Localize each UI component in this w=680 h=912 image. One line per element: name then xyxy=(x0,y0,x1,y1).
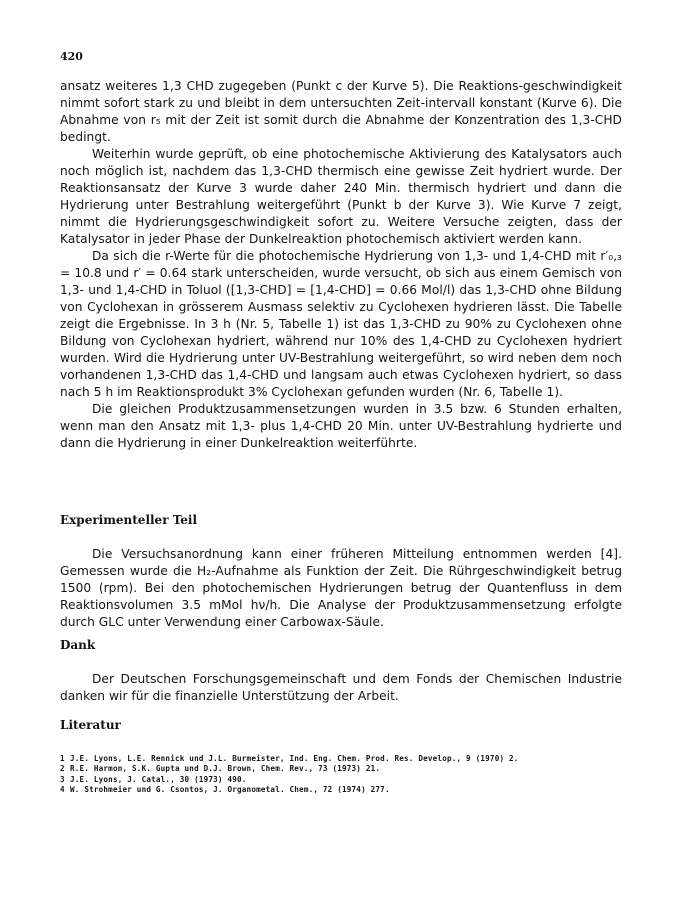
reference-item: 2 R.E. Harmon, S.K. Gupta und D.J. Brown, Chem. Rev., 73 (1973) 21. xyxy=(60,764,381,774)
paragraph-2: Weiterhin wurde geprüft, ob eine photochemische Aktivierung des Katalysators auch noch möglich ist, nachdem das 1,3-CHD thermisch eine gewisse Zeit hydriert wurde. Der Reaktionsansatz der Kurve 3 wurde daher 240 Min. thermisch hydriert und dann die Hydrierung unter Bestrahlung weitergeführt (Punkt b der Kurve 3). Wie Kurve 7 zeigt, nimmt die Hydrierungsgeschwindigkeit sofort zu. Weitere Versuche zeigten, dass der Katalysator in jeder Phase der Dunkelreaktion photochemisch aktiviert werden kann. xyxy=(60,147,622,246)
reference-item: 1 J.E. Lyons, L.E. Rennick und J.L. Burmeister, Ind. Eng. Chem. Prod. Res. Develop., 9 (1970) 2. xyxy=(60,754,519,763)
paragraph-4: Die gleichen Produktzusammensetzungen wurden in 3.5 bzw. 6 Stunden erhalten, wenn man den Ansatz mit 1,3- plus 1,4-CHD 20 Min. unter UV-Bestrahlung hydrierte und dann die Hydrierung in einer Dunkelreaktion weiterführte. xyxy=(60,402,622,450)
reference-item: 3 J.E. Lyons, J. Catal., 30 (1973) 490. xyxy=(60,774,247,784)
acknowledgement-section xyxy=(60,671,622,705)
paragraph-1: ansatz weiteres 1,3 CHD zugegeben (Punkt c der Kurve 5). Die Reaktions-geschwindigkeit nimmt sofort stark zu und bleibt in dem untersuchten Zeit-intervall konstant (Kurve 6). Die Abnahme von r₅ mit der Zeit ist somit durch die Abnahme der Konzentration des 1,3-CHD bedingt. xyxy=(60,79,622,144)
acknowledgement-paragraph: Der Deutschen Forschungsgemeinschaft und dem Fonds der Chemischen Industrie danken wir für die finanzielle Unterstützung der Arbeit. xyxy=(60,672,622,703)
page-number: 420 xyxy=(60,50,83,63)
reference-item: 4 W. Strohmeier und G. Csontos, J. Organometal. Chem., 72 (1974) 277. xyxy=(60,785,390,795)
reference-list xyxy=(60,754,630,796)
acknowledgement-heading: Dank xyxy=(60,638,96,652)
experimental-section xyxy=(60,546,622,631)
literature-heading: Literatur xyxy=(60,718,121,732)
experimental-paragraph: Die Versuchsanordnung kann einer früheren Mitteilung entnommen werden [4]. Gemessen wurde die H₂-Aufnahme als Funktion der Zeit. Die Rührgeschwindigkeit betrug 1500 (rpm). Bei den photochemischen Hydrierungen betrug der Quantenfluss in dem Reaktionsvolumen 3.5 mMol hν/h. Die Analyse der Produktzusammensetzung erfolgte durch GLC unter Verwendung einer Carbowax-Säule. xyxy=(60,547,622,629)
experimental-heading: Experimenteller Teil xyxy=(60,513,197,527)
body-text xyxy=(60,78,622,452)
paragraph-3: Da sich die r-Werte für die photochemische Hydrierung von 1,3- und 1,4-CHD mit r′₀,₃ = 10.8 und r′ = 0.64 stark unterscheiden, wurde versucht, ob sich aus einem Gemisch von 1,3- und 1,4-CHD in Toluol ([1,3-CHD] = [1,4-CHD] = 0.66 Mol/l) das 1,3-CHD ohne Bildung von Cyclohexan in grösserem Ausmass selektiv zu Cyclohexen hydrieren lässt. Die Tabelle zeigt die Ergebnisse. In 3 h (Nr. 5, Tabelle 1) ist das 1,3-CHD zu 90% zu Cyclohexen ohne Bildung von Cyclohexan hydriert, während nur 10% des 1,4-CHD zu Cyclohexen hydriert wurden. Wird die Hydrierung unter UV-Bestrahlung weitergeführt, so wird neben dem noch vorhandenen 1,3-CHD das 1,4-CHD und langsam auch etwas Cyclohexen hydriert, so dass nach 5 h im Reaktionsprodukt 3% Cyclohexan gefunden wurden (Nr. 6, Tabelle 1). xyxy=(60,249,622,399)
